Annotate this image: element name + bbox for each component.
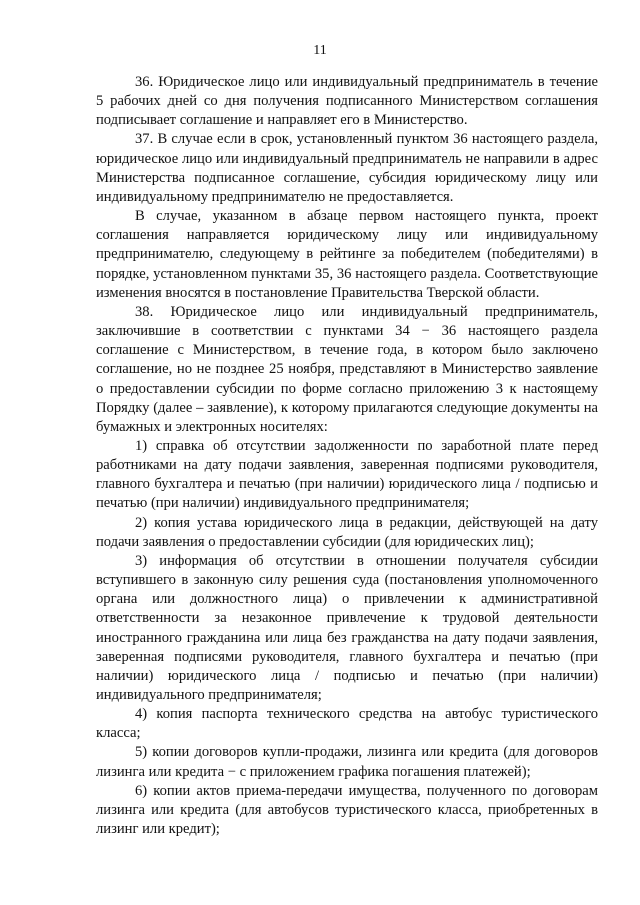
paragraph-37: 37. В случае если в срок, установленный пунктом 36 настоящего раздела, юридическое лицо или индивидуальный предприниматель не направили в адрес Министерства подписанное соглашение, субсидия юридическому лицу или индивидуальному предпринимателю не предоставляется. bbox=[96, 131, 598, 205]
paragraph-36: 36. Юридическое лицо или индивидуальный предприниматель в течение 5 рабочих дней со дня получения подписанного Министерством соглашения подписывает соглашение и направляет его в Министерство. bbox=[96, 74, 598, 129]
page-number: 11 bbox=[313, 43, 327, 58]
document-body bbox=[96, 73, 598, 839]
list-item-6: 6) копии актов приема-передачи имущества, полученного по договорам лизинга или кредита (для автобусов туристического класса, приобретенных в лизинг или кредит); bbox=[96, 782, 598, 838]
list-item-5: 5) копии договоров купли-продажи, лизинга или кредита (для договоров лизинга или кредита − с приложением графика погашения платежей); bbox=[96, 744, 598, 780]
list-item-1: 1) справка об отсутствии задолженности по заработной плате перед работниками на дату подачи заявления, заверенная подписями руководителя, главного бухгалтера и печатью (при наличии) юридического лица / подписью и печатью (при наличии) индивидуального предпринимателя; bbox=[96, 437, 598, 512]
paragraph-38: 38. Юридическое лицо или индивидуальный предприниматель, заключившие в соответствии с пунктами 34 − 36 настоящего раздела соглашение с Министерством, в течение года, в котором было заключено соглашение, но не позднее 25 ноября, представляют в Министерство заявление о предоставлении субсидии по форме согласно приложению 3 к настоящему Порядку (далее – заявление), к которому прилагаются следующие документы на бумажных и электронных носителях: bbox=[96, 303, 598, 435]
paragraph-37-second-part: В случае, указанном в абзаце первом настоящего пункта, проект соглашения направляется юридическому лицу или индивидуальному предпринимателю, следующему в рейтинге за победителем (победителями) в порядке, установленном пунктами 35, 36 настоящего раздела. Соответствующие изменения вносятся в постановление Правительства Тверской области. bbox=[96, 208, 598, 301]
list-item-4: 4) копия паспорта технического средства на автобус туристического класса; bbox=[96, 706, 598, 742]
list-item-2: 2) копия устава юридического лица в редакции, действующей на дату подачи заявления о предоставлении субсидии (для юридических лиц); bbox=[96, 514, 598, 550]
list-item-3: 3) информация об отсутствии в отношении получателя субсидии вступившего в законную силу решения суда (постановления уполномоченного органа или должностного лица) о привлечении к административной ответственности за незаконное привлечение к трудовой деятельности иностранного гражданина или лица без гражданства на дату подачи заявления, заверенная подписями руководителя, главного бухгалтера и печатью (при наличии) юридического лица / подписью и печатью (при наличии) индивидуального предпринимателя; bbox=[96, 552, 598, 703]
